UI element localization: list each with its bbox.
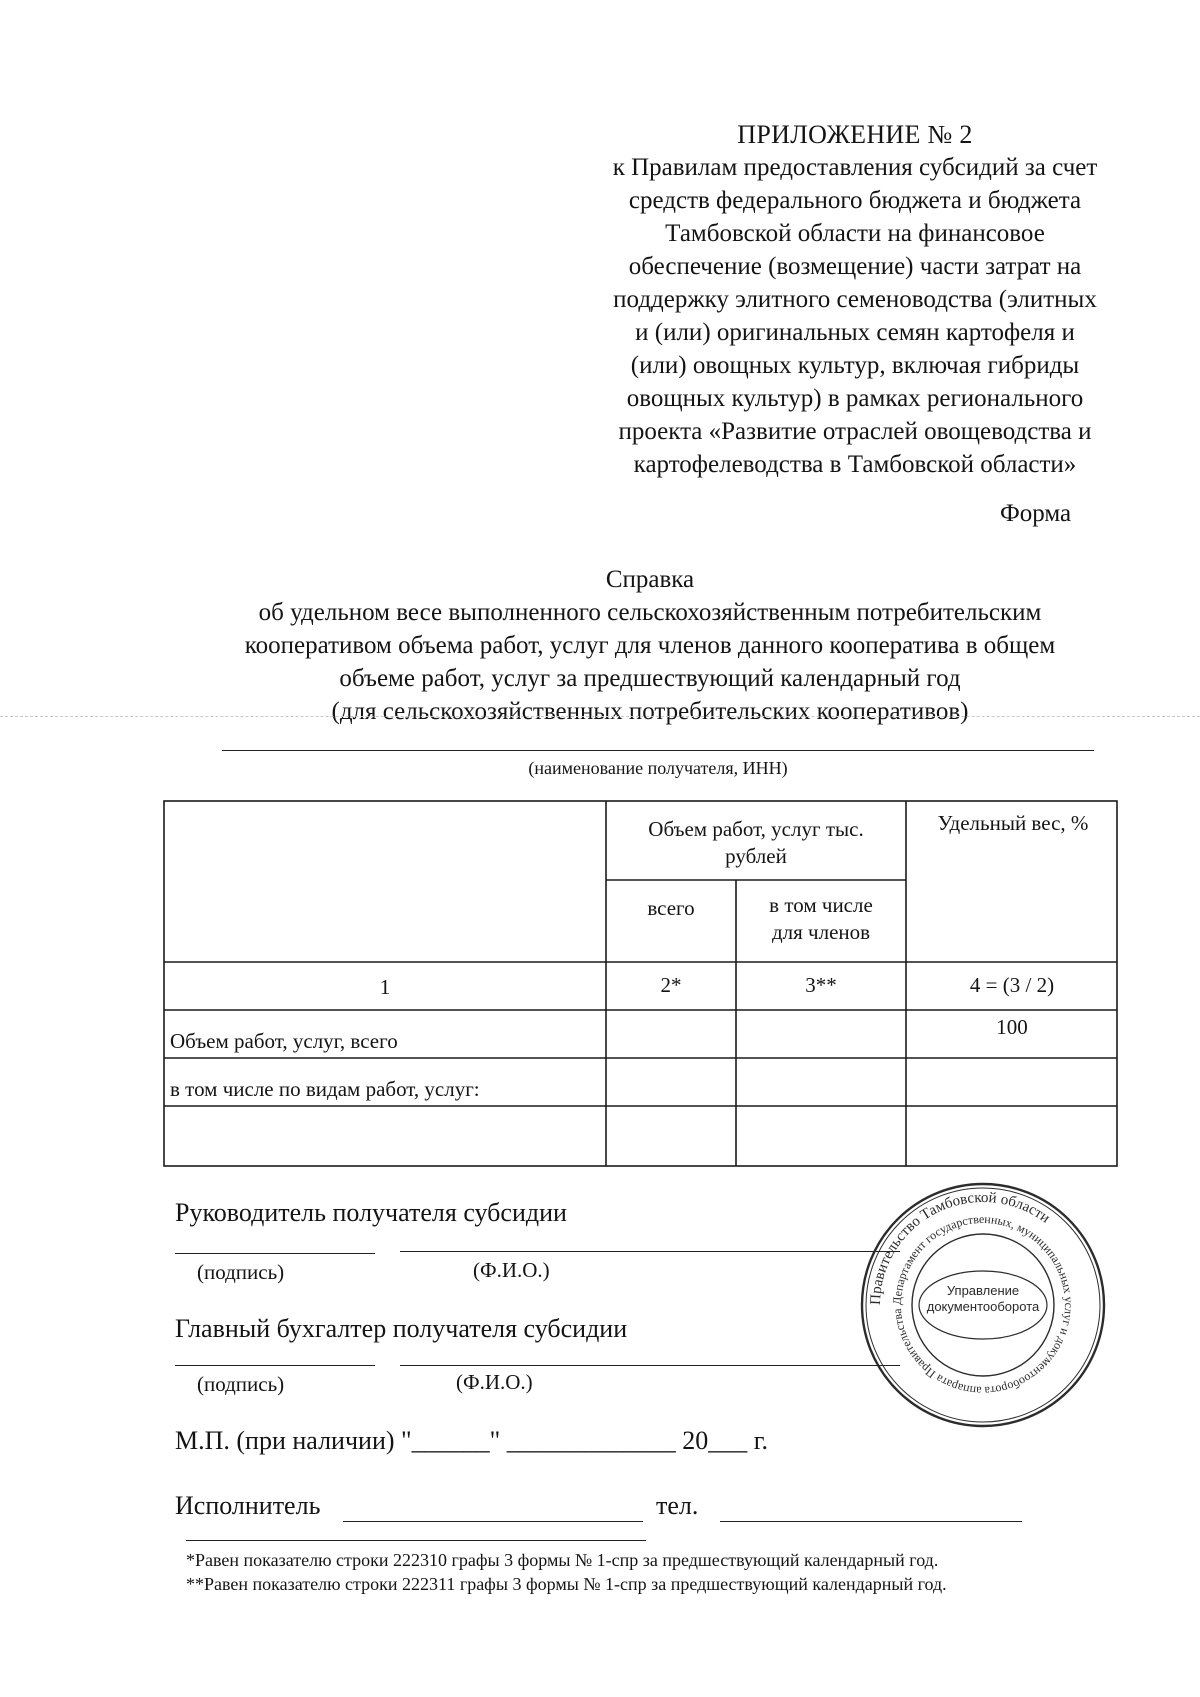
footnote-separator xyxy=(186,1540,646,1541)
head-title: Руководитель получателя субсидии xyxy=(175,1198,567,1227)
row-total-share: 100 xyxy=(996,1015,1028,1039)
form-label: Форма xyxy=(1000,500,1072,527)
certificate-line: об удельном весе выполненного сельскохозяйственным потребительским xyxy=(258,599,1042,626)
appendix-line: к Правилам предоставления субсидий за счет xyxy=(612,154,1098,181)
col-number-2: 2* xyxy=(660,973,682,997)
seal-date-line[interactable]: М.П. (при наличии) "______" _____________ 20___ г. xyxy=(175,1426,768,1455)
header-total: всего xyxy=(647,896,695,920)
appendix-line: картофелеводства в Тамбовской области» xyxy=(633,451,1077,478)
footnote-1: *Равен показателю строки 222310 графы 3 формы № 1-спр за предшествующий календарный год. xyxy=(186,1550,939,1570)
header-members: в том числе для членов xyxy=(769,893,873,944)
appendix-line: проекта «Развитие отраслей овощеводства и xyxy=(618,418,1092,445)
appendix-line: (или) овощных культур, включая гибриды xyxy=(630,352,1080,379)
phone-label: тел. xyxy=(656,1491,699,1520)
appendix-line: поддержку элитного семеноводства (элитных xyxy=(613,286,1097,313)
col-number-4: 4 = (3 / 2) xyxy=(969,973,1055,997)
appendix-line: и (или) оригинальных семян картофеля и xyxy=(635,319,1075,346)
appendix-header xyxy=(570,118,1140,481)
appendix-line: обеспечение (возмещение) части затрат на xyxy=(628,253,1082,280)
certificate-heading xyxy=(150,563,1150,728)
scan-artifact-line xyxy=(0,716,1200,717)
certificate-line: объеме работ, услуг за предшествующий календарный год xyxy=(339,665,961,692)
head-name-caption: (Ф.И.О.) xyxy=(473,1258,550,1282)
header-share: Удельный вес, % xyxy=(937,811,1089,835)
head-signature-line[interactable] xyxy=(175,1253,375,1254)
head-name-line[interactable] xyxy=(400,1251,900,1252)
seal-outer-text: Правительство Тамбовской области xyxy=(867,1189,1053,1306)
appendix-title: ПРИЛОЖЕНИЕ № 2 xyxy=(737,120,973,149)
phone-line[interactable] xyxy=(720,1521,1022,1522)
appendix-line: овощных культур) в рамках регионального xyxy=(626,385,1084,412)
appendix-line: средств федерального бюджета и бюджета xyxy=(628,187,1082,214)
footnote-2: **Равен показателю строки 222311 графы 3 формы № 1-спр за предшествующий календарный год. xyxy=(186,1574,947,1594)
certificate-line: кооперативом объема работ, услуг для членов данного кооператива в общем xyxy=(244,632,1056,659)
accountant-title: Главный бухгалтер получателя субсидии xyxy=(175,1314,628,1343)
certificate-title: Справка xyxy=(605,566,695,593)
col-number-3: 3** xyxy=(805,973,837,997)
row-label-total: Объем работ, услуг, всего xyxy=(170,1029,398,1053)
accountant-signature-line[interactable] xyxy=(175,1365,375,1366)
accountant-name-caption: (Ф.И.О.) xyxy=(456,1370,533,1394)
head-sign-caption: (подпись) xyxy=(197,1260,285,1284)
col-number-1: 1 xyxy=(379,975,391,999)
certificate-line: (для сельскохозяйственных потребительских кооперативов) xyxy=(331,698,969,725)
recipient-field-line[interactable] xyxy=(222,750,1094,751)
header-volume: Объем работ, услуг тыс. рублей xyxy=(648,817,864,868)
executor-name-line[interactable] xyxy=(343,1521,643,1522)
seal-ring-text: Департамент государственных, муниципальных услуг и документооборота аппарата Правительства xyxy=(889,1211,1077,1399)
row-label-by-type: в том числе по видам работ, услуг: xyxy=(170,1077,480,1101)
data-table xyxy=(163,800,1118,1167)
executor-label: Исполнитель xyxy=(175,1491,321,1520)
official-seal xyxy=(858,1180,1108,1430)
accountant-sign-caption: (подпись) xyxy=(197,1372,285,1396)
recipient-caption: (наименование получателя, ИНН) xyxy=(528,758,788,778)
seal-center-text: Управление документооборота xyxy=(926,1283,1040,1314)
appendix-line: Тамбовской области на финансовое xyxy=(665,220,1045,247)
accountant-name-line[interactable] xyxy=(400,1365,900,1366)
